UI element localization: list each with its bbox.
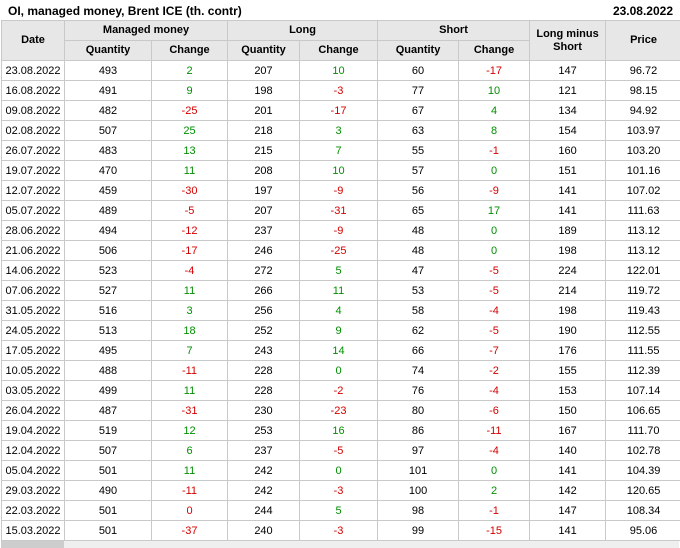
- short-quantity-cell: 67: [378, 101, 459, 121]
- date-cell: 21.06.2022: [2, 241, 65, 261]
- long-minus-short-cell: 147: [530, 501, 606, 521]
- mm-change-cell: -30: [152, 181, 228, 201]
- price-cell: 119.43: [606, 301, 680, 321]
- mm-change-cell: -37: [152, 521, 228, 541]
- long-quantity-cell: 244: [228, 501, 300, 521]
- short-change-cell: -1: [459, 141, 530, 161]
- long-minus-short-cell: 224: [530, 261, 606, 281]
- mm-quantity-cell: 499: [65, 381, 152, 401]
- table-row: [2, 81, 680, 101]
- short-quantity-cell: 80: [378, 401, 459, 421]
- date-cell: 22.03.2022: [2, 501, 65, 521]
- table-row: [2, 181, 680, 201]
- header-date: Date: [2, 21, 65, 61]
- table-row: [2, 481, 680, 501]
- price-cell: 101.16: [606, 161, 680, 181]
- long-quantity-cell: 246: [228, 241, 300, 261]
- long-change-cell: 14: [300, 341, 378, 361]
- short-change-cell: -17: [459, 61, 530, 81]
- short-quantity-cell: 86: [378, 421, 459, 441]
- table-row: [2, 381, 680, 401]
- price-cell: 113.12: [606, 241, 680, 261]
- short-quantity-cell: 53: [378, 281, 459, 301]
- short-change-cell: -4: [459, 381, 530, 401]
- table-row: [2, 161, 680, 181]
- long-quantity-cell: 218: [228, 121, 300, 141]
- date-cell: 19.04.2022: [2, 421, 65, 441]
- long-minus-short-cell: 140: [530, 441, 606, 461]
- long-quantity-cell: 243: [228, 341, 300, 361]
- long-quantity-cell: 215: [228, 141, 300, 161]
- table-row: [2, 521, 680, 541]
- header-group-short: Short: [378, 21, 530, 41]
- horizontal-scrollbar[interactable]: [1, 541, 679, 548]
- long-minus-short-cell: 160: [530, 141, 606, 161]
- mm-quantity-cell: 513: [65, 321, 152, 341]
- long-minus-short-cell: 147: [530, 61, 606, 81]
- date-cell: 05.07.2022: [2, 201, 65, 221]
- short-quantity-cell: 48: [378, 241, 459, 261]
- long-minus-short-cell: 155: [530, 361, 606, 381]
- mm-change-cell: -17: [152, 241, 228, 261]
- table-row: [2, 221, 680, 241]
- long-change-cell: 9: [300, 321, 378, 341]
- long-minus-short-cell: 189: [530, 221, 606, 241]
- table-row: [2, 301, 680, 321]
- mm-change-cell: 11: [152, 281, 228, 301]
- date-cell: 17.05.2022: [2, 341, 65, 361]
- long-change-cell: -23: [300, 401, 378, 421]
- mm-change-cell: -4: [152, 261, 228, 281]
- header-short-quantity: Quantity: [378, 41, 459, 61]
- price-cell: 104.39: [606, 461, 680, 481]
- long-change-cell: 11: [300, 281, 378, 301]
- table-row: [2, 461, 680, 481]
- date-cell: 12.07.2022: [2, 181, 65, 201]
- long-change-cell: 4: [300, 301, 378, 321]
- date-cell: 16.08.2022: [2, 81, 65, 101]
- date-cell: 23.08.2022: [2, 61, 65, 81]
- long-minus-short-cell: 154: [530, 121, 606, 141]
- long-change-cell: 5: [300, 501, 378, 521]
- mm-quantity-cell: 523: [65, 261, 152, 281]
- mm-change-cell: -25: [152, 101, 228, 121]
- long-quantity-cell: 228: [228, 381, 300, 401]
- date-cell: 28.06.2022: [2, 221, 65, 241]
- short-change-cell: -6: [459, 401, 530, 421]
- short-change-cell: -5: [459, 321, 530, 341]
- price-cell: 103.97: [606, 121, 680, 141]
- mm-quantity-cell: 495: [65, 341, 152, 361]
- price-cell: 94.92: [606, 101, 680, 121]
- long-quantity-cell: 237: [228, 221, 300, 241]
- short-change-cell: 0: [459, 461, 530, 481]
- table-row: [2, 261, 680, 281]
- long-change-cell: -17: [300, 101, 378, 121]
- short-quantity-cell: 77: [378, 81, 459, 101]
- table-row: [2, 101, 680, 121]
- short-quantity-cell: 62: [378, 321, 459, 341]
- long-quantity-cell: 240: [228, 521, 300, 541]
- short-change-cell: 10: [459, 81, 530, 101]
- long-change-cell: -9: [300, 221, 378, 241]
- long-minus-short-cell: 141: [530, 181, 606, 201]
- date-cell: 24.05.2022: [2, 321, 65, 341]
- mm-quantity-cell: 488: [65, 361, 152, 381]
- mm-change-cell: -5: [152, 201, 228, 221]
- mm-quantity-cell: 527: [65, 281, 152, 301]
- mm-change-cell: 11: [152, 461, 228, 481]
- mm-quantity-cell: 470: [65, 161, 152, 181]
- date-cell: 07.06.2022: [2, 281, 65, 301]
- long-minus-short-cell: 198: [530, 301, 606, 321]
- price-cell: 107.14: [606, 381, 680, 401]
- long-quantity-cell: 272: [228, 261, 300, 281]
- mm-change-cell: 13: [152, 141, 228, 161]
- date-cell: 10.05.2022: [2, 361, 65, 381]
- price-cell: 112.55: [606, 321, 680, 341]
- mm-quantity-cell: 501: [65, 521, 152, 541]
- scrollbar-thumb[interactable]: [1, 541, 64, 548]
- mm-change-cell: 11: [152, 161, 228, 181]
- short-change-cell: -1: [459, 501, 530, 521]
- mm-quantity-cell: 501: [65, 501, 152, 521]
- long-change-cell: -3: [300, 521, 378, 541]
- header-long-quantity: Quantity: [228, 41, 300, 61]
- mm-quantity-cell: 482: [65, 101, 152, 121]
- header-short-change: Change: [459, 41, 530, 61]
- price-cell: 108.34: [606, 501, 680, 521]
- price-cell: 120.65: [606, 481, 680, 501]
- header-price: Price: [606, 21, 680, 61]
- long-change-cell: 3: [300, 121, 378, 141]
- mm-change-cell: -11: [152, 481, 228, 501]
- short-change-cell: -7: [459, 341, 530, 361]
- date-cell: 26.07.2022: [2, 141, 65, 161]
- mm-change-cell: -31: [152, 401, 228, 421]
- short-change-cell: -5: [459, 261, 530, 281]
- price-cell: 112.39: [606, 361, 680, 381]
- short-change-cell: -4: [459, 301, 530, 321]
- date-cell: 14.06.2022: [2, 261, 65, 281]
- short-change-cell: 4: [459, 101, 530, 121]
- mm-quantity-cell: 490: [65, 481, 152, 501]
- short-quantity-cell: 48: [378, 221, 459, 241]
- header-group-managed-money: Managed money: [65, 21, 228, 41]
- long-minus-short-cell: 176: [530, 341, 606, 361]
- date-cell: 15.03.2022: [2, 521, 65, 541]
- long-minus-short-cell: 198: [530, 241, 606, 261]
- mm-quantity-cell: 507: [65, 441, 152, 461]
- long-change-cell: -5: [300, 441, 378, 461]
- table-row: [2, 441, 680, 461]
- titlebar: [0, 0, 680, 20]
- mm-change-cell: 12: [152, 421, 228, 441]
- date-cell: 19.07.2022: [2, 161, 65, 181]
- mm-change-cell: -12: [152, 221, 228, 241]
- header-mm-quantity: Quantity: [65, 41, 152, 61]
- long-minus-short-cell: 121: [530, 81, 606, 101]
- long-quantity-cell: 253: [228, 421, 300, 441]
- long-minus-short-cell: 214: [530, 281, 606, 301]
- short-quantity-cell: 47: [378, 261, 459, 281]
- date-cell: 26.04.2022: [2, 401, 65, 421]
- short-change-cell: 0: [459, 221, 530, 241]
- table-row: [2, 341, 680, 361]
- long-change-cell: 10: [300, 161, 378, 181]
- short-change-cell: 2: [459, 481, 530, 501]
- mm-quantity-cell: 501: [65, 461, 152, 481]
- date-cell: 05.04.2022: [2, 461, 65, 481]
- mm-change-cell: 18: [152, 321, 228, 341]
- mm-quantity-cell: 493: [65, 61, 152, 81]
- price-cell: 107.02: [606, 181, 680, 201]
- price-cell: 111.55: [606, 341, 680, 361]
- price-cell: 111.70: [606, 421, 680, 441]
- price-cell: 102.78: [606, 441, 680, 461]
- short-change-cell: -9: [459, 181, 530, 201]
- short-quantity-cell: 65: [378, 201, 459, 221]
- price-cell: 98.15: [606, 81, 680, 101]
- short-quantity-cell: 99: [378, 521, 459, 541]
- price-cell: 111.63: [606, 201, 680, 221]
- long-quantity-cell: 266: [228, 281, 300, 301]
- mm-quantity-cell: 483: [65, 141, 152, 161]
- long-change-cell: -25: [300, 241, 378, 261]
- short-change-cell: 8: [459, 121, 530, 141]
- short-change-cell: -11: [459, 421, 530, 441]
- header-group-long: Long: [228, 21, 378, 41]
- short-quantity-cell: 55: [378, 141, 459, 161]
- price-cell: 96.72: [606, 61, 680, 81]
- short-change-cell: -5: [459, 281, 530, 301]
- short-change-cell: -4: [459, 441, 530, 461]
- mm-quantity-cell: 507: [65, 121, 152, 141]
- long-change-cell: 16: [300, 421, 378, 441]
- long-change-cell: 7: [300, 141, 378, 161]
- long-quantity-cell: 201: [228, 101, 300, 121]
- long-minus-short-cell: 150: [530, 401, 606, 421]
- long-quantity-cell: 207: [228, 201, 300, 221]
- short-quantity-cell: 74: [378, 361, 459, 381]
- long-minus-short-cell: 153: [530, 381, 606, 401]
- date-cell: 31.05.2022: [2, 301, 65, 321]
- short-change-cell: 17: [459, 201, 530, 221]
- mm-change-cell: 6: [152, 441, 228, 461]
- short-change-cell: -15: [459, 521, 530, 541]
- long-quantity-cell: 207: [228, 61, 300, 81]
- long-change-cell: -3: [300, 81, 378, 101]
- header-mm-change: Change: [152, 41, 228, 61]
- page-title: OI, managed money, Brent ICE (th. contr): [8, 4, 242, 18]
- short-quantity-cell: 57: [378, 161, 459, 181]
- date-cell: 02.08.2022: [2, 121, 65, 141]
- table-row: [2, 201, 680, 221]
- table-row: [2, 121, 680, 141]
- date-cell: 29.03.2022: [2, 481, 65, 501]
- long-minus-short-cell: 141: [530, 201, 606, 221]
- long-change-cell: 10: [300, 61, 378, 81]
- table-row: [2, 401, 680, 421]
- long-minus-short-cell: 151: [530, 161, 606, 181]
- mm-quantity-cell: 516: [65, 301, 152, 321]
- oi-table: [1, 20, 680, 541]
- date-cell: 09.08.2022: [2, 101, 65, 121]
- long-quantity-cell: 198: [228, 81, 300, 101]
- short-change-cell: 0: [459, 161, 530, 181]
- mm-change-cell: 0: [152, 501, 228, 521]
- table-row: [2, 421, 680, 441]
- table-row: [2, 61, 680, 81]
- long-change-cell: 5: [300, 261, 378, 281]
- long-minus-short-cell: 167: [530, 421, 606, 441]
- mm-change-cell: 3: [152, 301, 228, 321]
- header-long-minus-short: Long minus Short: [530, 21, 606, 61]
- price-cell: 95.06: [606, 521, 680, 541]
- date-cell: 12.04.2022: [2, 441, 65, 461]
- short-quantity-cell: 66: [378, 341, 459, 361]
- long-quantity-cell: 252: [228, 321, 300, 341]
- mm-change-cell: 11: [152, 381, 228, 401]
- long-quantity-cell: 242: [228, 461, 300, 481]
- long-quantity-cell: 230: [228, 401, 300, 421]
- table-row: [2, 141, 680, 161]
- date-cell: 03.05.2022: [2, 381, 65, 401]
- short-quantity-cell: 63: [378, 121, 459, 141]
- long-change-cell: -2: [300, 381, 378, 401]
- long-minus-short-cell: 134: [530, 101, 606, 121]
- long-change-cell: -31: [300, 201, 378, 221]
- mm-change-cell: -11: [152, 361, 228, 381]
- mm-change-cell: 7: [152, 341, 228, 361]
- long-quantity-cell: 256: [228, 301, 300, 321]
- short-quantity-cell: 58: [378, 301, 459, 321]
- table-body: [2, 61, 680, 541]
- price-cell: 113.12: [606, 221, 680, 241]
- long-change-cell: -9: [300, 181, 378, 201]
- mm-quantity-cell: 459: [65, 181, 152, 201]
- mm-quantity-cell: 494: [65, 221, 152, 241]
- long-minus-short-cell: 142: [530, 481, 606, 501]
- table-row: [2, 281, 680, 301]
- table-row: [2, 321, 680, 341]
- long-quantity-cell: 242: [228, 481, 300, 501]
- long-change-cell: -3: [300, 481, 378, 501]
- mm-change-cell: 2: [152, 61, 228, 81]
- short-quantity-cell: 76: [378, 381, 459, 401]
- long-minus-short-cell: 190: [530, 321, 606, 341]
- table-row: [2, 241, 680, 261]
- report-date: 23.08.2022: [612, 4, 673, 18]
- short-change-cell: -2: [459, 361, 530, 381]
- short-quantity-cell: 97: [378, 441, 459, 461]
- mm-quantity-cell: 491: [65, 81, 152, 101]
- long-change-cell: 0: [300, 361, 378, 381]
- short-quantity-cell: 98: [378, 501, 459, 521]
- long-quantity-cell: 208: [228, 161, 300, 181]
- mm-quantity-cell: 519: [65, 421, 152, 441]
- long-quantity-cell: 228: [228, 361, 300, 381]
- long-quantity-cell: 237: [228, 441, 300, 461]
- table-header: [2, 21, 680, 61]
- price-cell: 103.20: [606, 141, 680, 161]
- table-row: [2, 361, 680, 381]
- mm-quantity-cell: 487: [65, 401, 152, 421]
- price-cell: 106.65: [606, 401, 680, 421]
- short-change-cell: 0: [459, 241, 530, 261]
- short-quantity-cell: 60: [378, 61, 459, 81]
- long-minus-short-cell: 141: [530, 521, 606, 541]
- short-quantity-cell: 56: [378, 181, 459, 201]
- mm-change-cell: 25: [152, 121, 228, 141]
- long-minus-short-cell: 141: [530, 461, 606, 481]
- table-row: [2, 501, 680, 521]
- price-cell: 119.72: [606, 281, 680, 301]
- mm-change-cell: 9: [152, 81, 228, 101]
- long-change-cell: 0: [300, 461, 378, 481]
- header-long-change: Change: [300, 41, 378, 61]
- short-quantity-cell: 100: [378, 481, 459, 501]
- mm-quantity-cell: 506: [65, 241, 152, 261]
- mm-quantity-cell: 489: [65, 201, 152, 221]
- long-quantity-cell: 197: [228, 181, 300, 201]
- price-cell: 122.01: [606, 261, 680, 281]
- short-quantity-cell: 101: [378, 461, 459, 481]
